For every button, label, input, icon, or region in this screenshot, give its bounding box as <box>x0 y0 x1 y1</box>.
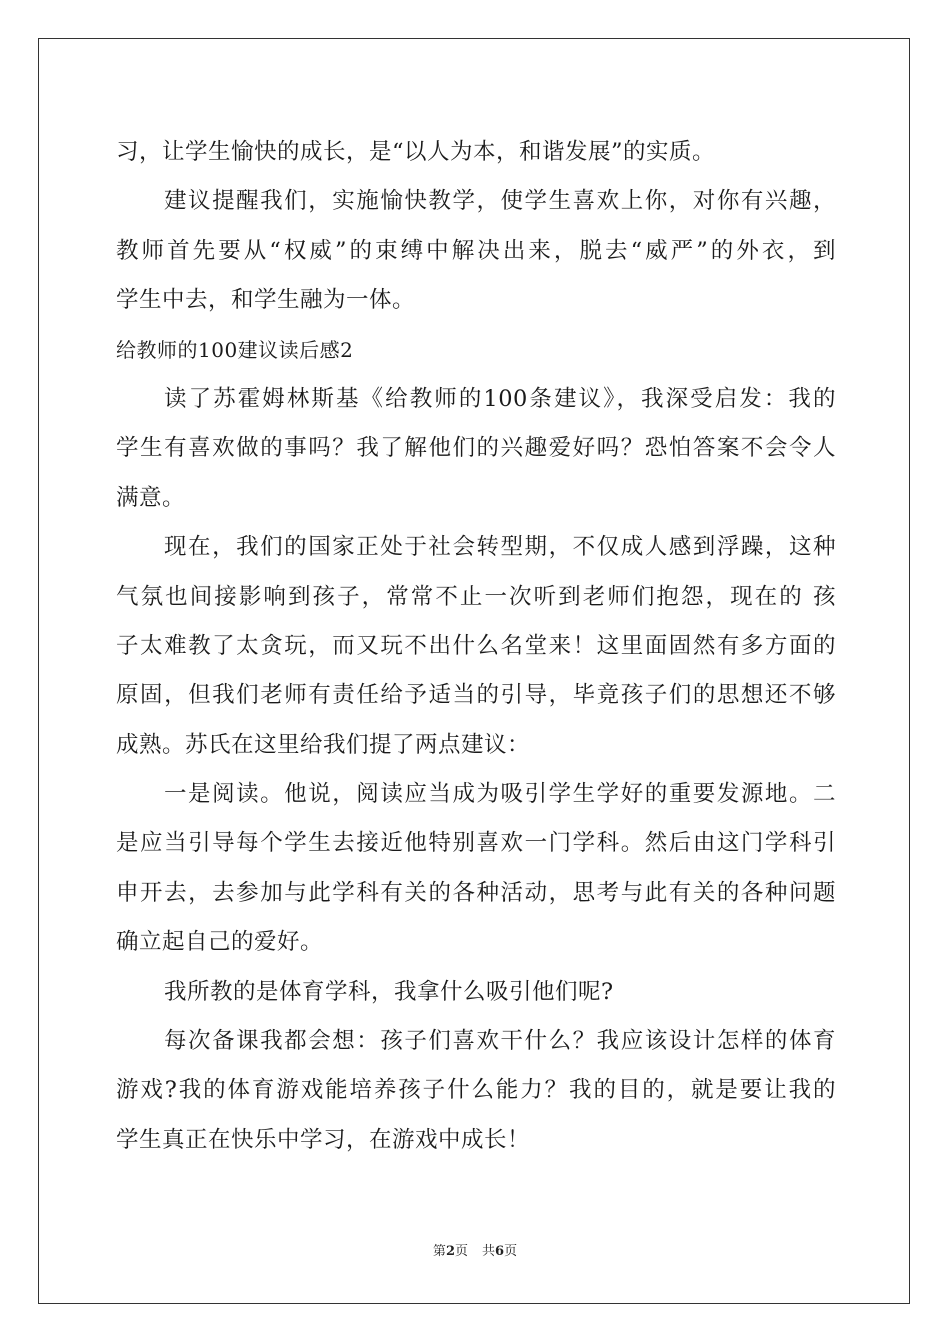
text-line: 每次备课我都会想：孩子们喜欢干什么？我应该设计怎样的体育 <box>164 1028 836 1055</box>
text-line: 我所教的是体育学科，我拿什么吸引他们呢? <box>164 978 614 1005</box>
text-line: 原固，但我们老师有责任给予适当的引导，毕竟孩子们的思想还不够 <box>116 682 836 709</box>
page-number: 2 <box>445 1244 455 1259</box>
text-line: 申开去，去参加与此学科有关的各种活动，思考与此有关的各种问题 <box>116 879 836 906</box>
text-line: 学生有喜欢做的事吗？我了解他们的兴趣爱好吗？恐怕答案不会令人 <box>116 435 836 462</box>
text-line: 气氛也间接影响到孩子，常常不止一次听到老师们抱怨，现在的 孩 <box>116 583 836 610</box>
text-line: 学生真正在快乐中学习，在游戏中成长！ <box>116 1126 531 1153</box>
page-number-suffix: 页 <box>454 1244 468 1259</box>
document-body <box>116 128 836 1165</box>
text-line: 建议提醒我们，实施愉快教学，使学生喜欢上你，对你有兴趣， <box>164 188 836 215</box>
section-heading: 给教师的100建议读后感2 <box>116 337 354 362</box>
text-line: 读了苏霍姆林斯基《给教师的100条建议》，我深受启发：我的 <box>164 385 836 412</box>
text-line: 现在，我们的国家正处于社会转型期，不仅成人感到浮躁，这种 <box>164 534 836 561</box>
text-line: 教师首先要从“权威”的束缚中解决出来，脱去“威严”的外衣，到 <box>116 237 836 264</box>
text-line: 满意。 <box>116 484 186 511</box>
text-line: 子太难教了太贪玩，而又玩不出什么名堂来！这里面固然有多方面的 <box>116 632 836 659</box>
page-number-prefix: 第 <box>432 1244 446 1259</box>
text-line: 习，让学生愉快的成长，是“以人为本，和谐发展”的实质。 <box>116 139 716 165</box>
text-line: 学生中去，和学生融为一体。 <box>116 287 416 314</box>
text-line: 是应当引导每个学生去接近他特别喜欢一门学科。然后由这门学科引 <box>116 830 836 857</box>
text-line: 游戏?我的体育游戏能培养孩子什么能力？我的目的，就是要让我的 <box>116 1077 836 1104</box>
text-line: 确立起自己的爱好。 <box>116 929 324 956</box>
page-footer <box>0 1243 950 1261</box>
total-pages-suffix: 页 <box>504 1244 518 1259</box>
text-line: 一是阅读。他说，阅读应当成为吸引学生学好的重要发源地。二 <box>164 781 836 808</box>
text-line: 成熟。苏氏在这里给我们提了两点建议： <box>116 731 531 758</box>
total-pages: 6 <box>495 1244 505 1259</box>
total-pages-prefix: 共 <box>482 1244 496 1259</box>
